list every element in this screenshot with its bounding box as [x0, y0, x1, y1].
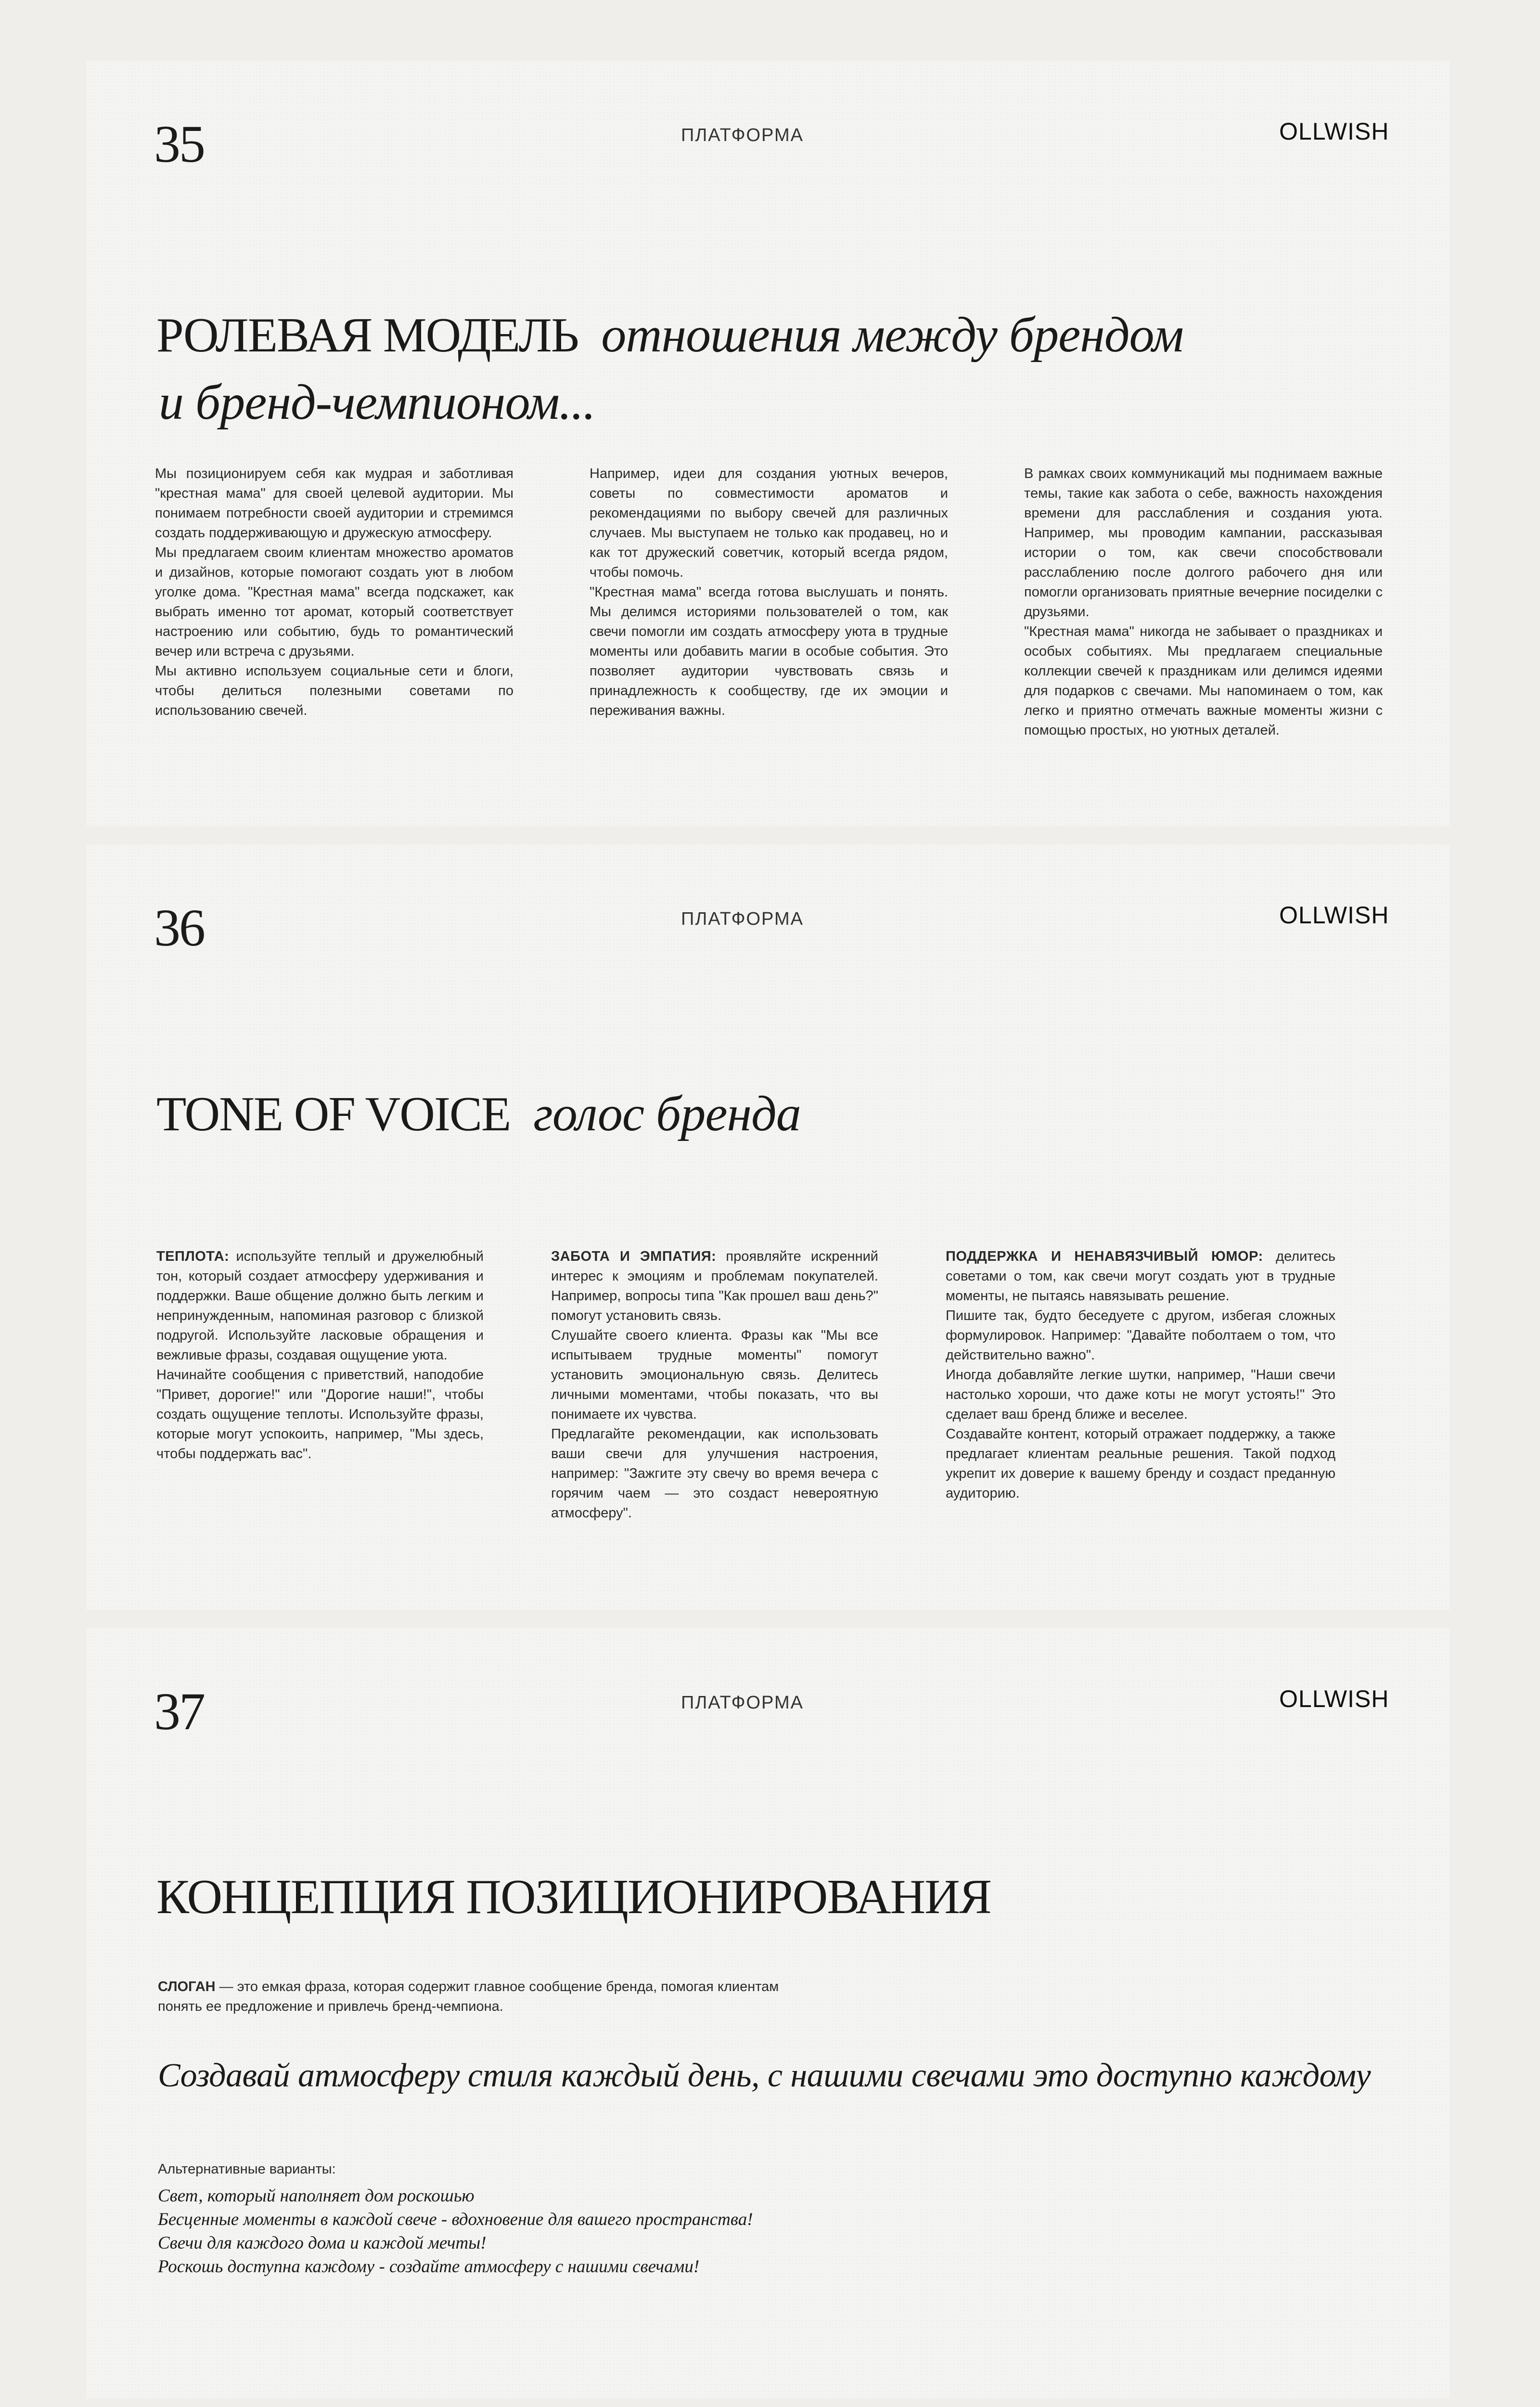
section-label: ПЛАТФОРМА — [681, 125, 804, 145]
column-title: ТЕПЛОТА: — [156, 1249, 230, 1264]
heading-caps: КОНЦЕПЦИЯ ПОЗИЦИОНИРОВАНИЯ — [156, 1870, 991, 1924]
section-label: ПЛАТФОРМА — [681, 909, 804, 929]
brand-logo: OLLWISH — [1279, 118, 1389, 145]
column-title: ЗАБОТА И ЭМПАТИЯ: — [551, 1249, 717, 1264]
slogan-label: СЛОГАН — [158, 1979, 216, 1994]
alternative-item: Роскошь доступна каждому - создайте атмосферу с нашими свечами! — [158, 2257, 700, 2277]
column-text: проявляйте искренний интерес к эмоциям и проблемам покупателей. Например, вопросы типа "Как прошел ваш день?" помогут установить связь. Слушайте своего клиента. Фразы как "Мы все испытываем трудные моменты" помогут установить эмоциональную связь. Делитесь личными моментами, чтобы показать, что вы понимаете их чувства. Предлагайте рекомендации, как использовать ваши свечи для улучшения настроения, например: "Зажгите эту свечу во время вечера с горячим чаем — это создаст невероятную атмосферу". — [551, 1249, 878, 1521]
heading-italic: отношения между брендом — [601, 307, 1183, 362]
slogan-definition — [158, 1977, 783, 2017]
column-text: делитесь советами о том, как свечи могут создать уют в трудные моменты, не пытаясь навязывать решение. Пишите так, будто беседуете с другом, избегая сложных формулировок. Например: "Давайте поболтаем о том, что действительно важно". Иногда добавляйте легкие шутки, например, "Наши свечи настолько хороши, что даже коты не могут устоять!" Это сделает ваш бренд ближе и веселее. Создавайте контент, который отражает поддержку, а также предлагает клиентам реальные решения. Такой подход укрепит их доверие к вашему бренду и создаст преданную аудиторию. — [946, 1249, 1335, 1501]
slide-37 — [87, 1628, 1450, 2398]
slide-heading — [156, 1869, 991, 1925]
text-column-1: Мы позиционируем себя как мудрая и заботливая "крестная мама" для своей целевой аудитории. Мы понимаем потребности своей аудитории и стремимся создать поддерживающую и дружескую атмосферу. Мы предлагаем своим клиентам множество ароматов и дизайнов, которые помогают создать уют в любом уголке дома. "Крестная мама" всегда подскажет, как выбрать именно тот аромат, который соответствует настроению или событию, будь то романтический вечер или встреча с друзьями. Мы активно используем социальные сети и блоги, чтобы делиться полезными советами по использованию свечей. — [155, 466, 513, 718]
alternatives-title: Альтернативные варианты: — [158, 2161, 336, 2177]
text-column-3 — [946, 1247, 1335, 1503]
alternative-item: Свечи для каждого дома и каждой мечты! — [158, 2233, 487, 2253]
text-column-1 — [156, 1247, 484, 1464]
alternative-item: Свет, который наполняет дом роскошью — [158, 2186, 475, 2206]
text-column-2 — [551, 1247, 878, 1523]
brand-logo: OLLWISH — [1279, 1685, 1389, 1712]
page-number: 35 — [154, 115, 204, 173]
page-number: 36 — [154, 898, 204, 957]
column-title: ПОДДЕРЖКА И НЕНАВЯЗЧИВЫЙ ЮМОР: — [946, 1249, 1263, 1264]
text-column-2: Например, идеи для создания уютных вечеров, советы по совместимости ароматов и рекомендациями по выбору свечей для различных случаев. Мы выступаем не только как продавец, но и как тот дружеский советчик, который всегда рядом, чтобы помочь. "Крестная мама" всегда готова выслушать и понять. Мы делимся историями пользователей о том, как свечи помогли им создать атмосферу уюта в трудные моменты или добавить магии в особые события. Это позволяет аудитории чувствовать связь и принадлежность к сообществу, где их эмоции и переживания важны. — [590, 466, 948, 718]
slide-heading — [156, 306, 1183, 364]
alternatives-list — [158, 2184, 753, 2278]
alternative-item: Бесценные моменты в каждой свече - вдохновение для вашего пространства! — [158, 2210, 753, 2229]
slide-36 — [87, 844, 1450, 1610]
page-number: 37 — [154, 1682, 204, 1741]
brand-logo: OLLWISH — [1279, 902, 1389, 929]
heading-italic: голос бренда — [533, 1086, 801, 1141]
slogan: Создавай атмосферу стиля каждый день, с нашими свечами это доступно каждому — [158, 2057, 1371, 2094]
text-column-3: В рамках своих коммуникаций мы поднимаем важные темы, такие как забота о себе, важность нахождения времени для расслабления и создания уюта. Например, мы проводим кампании, рассказывая истории о том, как свечи способствовали расслаблению после долгого рабочего дня или помогли организовать приятные вечерние посиделки с друзьями. "Крестная мама" никогда не забывает о праздниках и особых событиях. Мы предлагаем специальные коллекции свечей к праздникам или делимся идеями для подарков с свечами. Мы напоминаем о том, как легко и приятно отмечать важные моменты жизни с помощью простых, но уютных деталей. — [1024, 466, 1383, 738]
section-label: ПЛАТФОРМА — [681, 1693, 804, 1713]
heading-italic-line2: и бренд-чемпионом... — [159, 375, 595, 430]
heading-caps: TONE OF VOICE — [156, 1087, 511, 1141]
slogan-definition-text: — это емкая фраза, которая содержит главное сообщение бренда, помогая клиентам понять ее предложение и привлечь бренд-чемпиона. — [158, 1979, 779, 2014]
column-text: используйте теплый и дружелюбный тон, который создает атмосферу удерживания и поддержки. Ваше общение должно быть легким и непринужденным, напоминая разговор с близкой подругой. Используйте ласковые обращения и вежливые фразы, создавая ощущение уюта. Начинайте сообщения с приветствий, наподобие "Привет, дорогие!" или "Дорогие наши!", чтобы создать ощущение теплоты. Используйте фразы, которые могут успокоить, например, "Мы здесь, чтобы поддержать вас". — [156, 1249, 484, 1462]
slide-35 — [87, 61, 1450, 826]
slide-heading — [156, 1085, 801, 1143]
slide-heading-line2 — [159, 374, 595, 431]
heading-caps: РОЛЕВАЯ МОДЕЛЬ — [156, 308, 578, 362]
